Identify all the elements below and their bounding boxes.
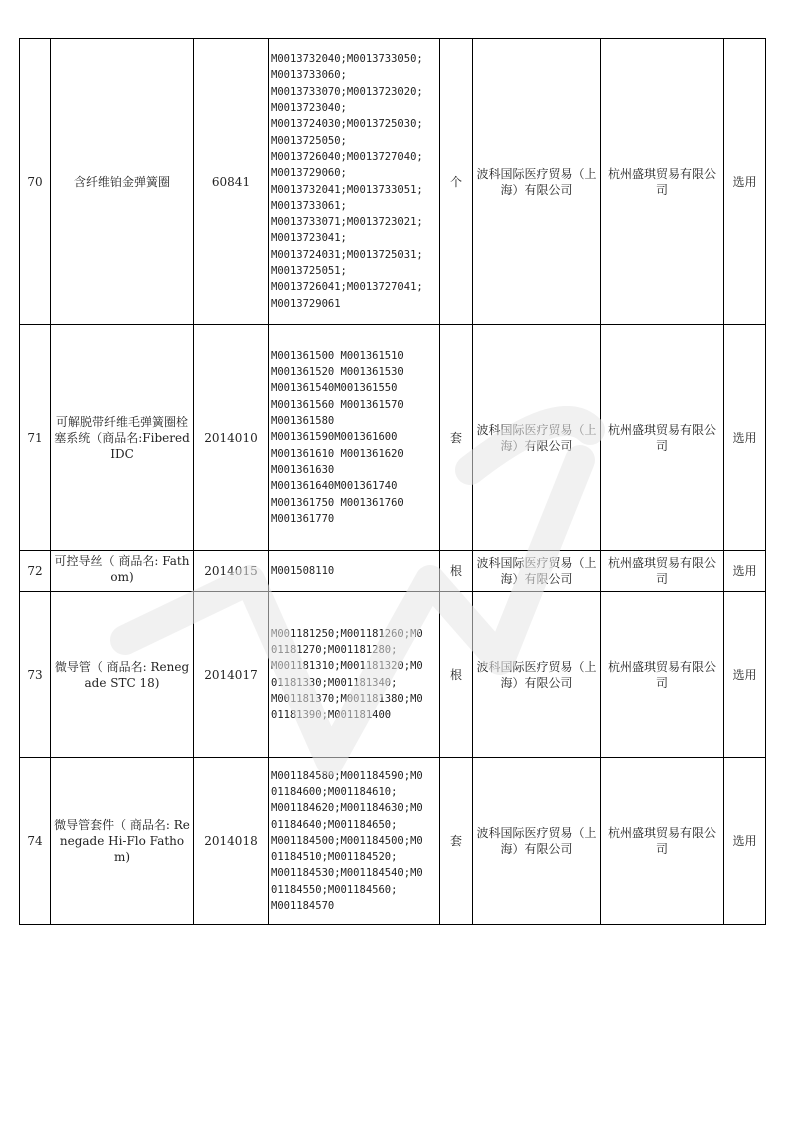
- registration-number: 2014018: [194, 758, 269, 925]
- product-name: 微导管（ 商品名: Renegade STC 18): [51, 592, 194, 758]
- product-codes: M001181250;M001181260;M0 01181270;M001181280; M001181310;M001181320;M0 01181330;M001181340; M001181370;M001181380;M0 01181390;M001181400: [269, 592, 440, 758]
- product-codes: M001184580;M001184590;M0 01184600;M001184610; M001184620;M001184630;M0 01184640;M001184650; M001184500;M001184500;M0 01184510;M001184520; M001184530;M001184540;M0 01184550;M001184560; M001184570: [269, 758, 440, 925]
- producer: 波科国际医疗贸易（上海）有限公司: [473, 592, 601, 758]
- table-row: [20, 39, 766, 325]
- unit: 根: [440, 551, 473, 592]
- product-name: 含纤维铂金弹簧圈: [51, 39, 194, 325]
- unit: 个: [440, 39, 473, 325]
- distributor: 杭州盛琪贸易有限公司: [601, 592, 724, 758]
- registration-number: 2014010: [194, 325, 269, 551]
- distributor: 杭州盛琪贸易有限公司: [601, 39, 724, 325]
- producer: 波科国际医疗贸易（上海）有限公司: [473, 39, 601, 325]
- status: 选用: [724, 758, 766, 925]
- status: 选用: [724, 592, 766, 758]
- unit: 套: [440, 758, 473, 925]
- producer: 波科国际医疗贸易（上海）有限公司: [473, 325, 601, 551]
- distributor: 杭州盛琪贸易有限公司: [601, 758, 724, 925]
- registration-number: 60841: [194, 39, 269, 325]
- table-row: [20, 592, 766, 758]
- row-number: 72: [20, 551, 51, 592]
- table-row: [20, 551, 766, 592]
- producer: 波科国际医疗贸易（上海）有限公司: [473, 551, 601, 592]
- table-row: [20, 325, 766, 551]
- product-name: 可控导丝（ 商品名: Fathom): [51, 551, 194, 592]
- distributor: 杭州盛琪贸易有限公司: [601, 551, 724, 592]
- status: 选用: [724, 39, 766, 325]
- table-row: [20, 758, 766, 925]
- product-name: 微导管套件（ 商品名: Renegade Hi-Flo Fathom): [51, 758, 194, 925]
- registration-number: 2014015: [194, 551, 269, 592]
- registration-number: 2014017: [194, 592, 269, 758]
- product-codes: M001508110: [269, 551, 440, 592]
- product-table: [19, 38, 766, 925]
- row-number: 71: [20, 325, 51, 551]
- row-number: 70: [20, 39, 51, 325]
- product-name: 可解脱带纤维毛弹簧圈栓塞系统（商品名:Fibered IDC: [51, 325, 194, 551]
- unit: 根: [440, 592, 473, 758]
- product-codes: M0013732040;M0013733050; M0013733060; M0013733070;M0013723020; M0013723040; M0013724030;M0013725030; M0013725050; M0013726040;M0013727040; M0013729060; M0013732041;M0013733051; M0013733061; M0013733071;M0013723021; M0013723041; M0013724031;M0013725031; M0013725051; M0013726041;M0013727041; M0013729061: [269, 39, 440, 325]
- row-number: 74: [20, 758, 51, 925]
- unit: 套: [440, 325, 473, 551]
- row-number: 73: [20, 592, 51, 758]
- producer: 波科国际医疗贸易（上海）有限公司: [473, 758, 601, 925]
- product-codes: M001361500 M001361510 M001361520 M001361530 M001361540M001361550 M001361560 M001361570 M001361580 M001361590M001361600 M001361610 M001361620 M001361630 M001361640M001361740 M001361750 M001361760 M001361770: [269, 325, 440, 551]
- status: 选用: [724, 551, 766, 592]
- status: 选用: [724, 325, 766, 551]
- distributor: 杭州盛琪贸易有限公司: [601, 325, 724, 551]
